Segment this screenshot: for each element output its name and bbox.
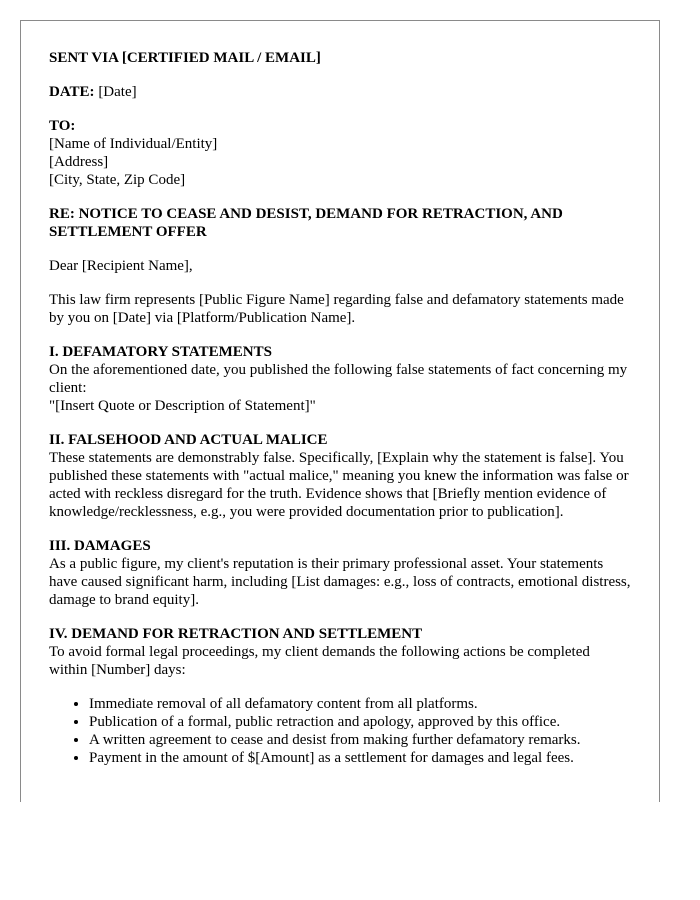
section-damages — [49, 537, 631, 609]
demands-list — [49, 695, 631, 767]
recipient-address: [Address] — [49, 154, 109, 170]
section-defamatory-statements — [49, 343, 631, 415]
section-body: As a public figure, my client's reputation is their primary professional asset. Your statements have caused significant harm, including [List damages: e.g., loss of contracts, emotional distress, damage to brand equity]. — [49, 556, 631, 608]
section-heading: IV. DEMAND FOR RETRACTION AND SETTLEMENT — [49, 626, 423, 642]
re-line: RE: NOTICE TO CEASE AND DESIST, DEMAND FOR RETRACTION, AND SETTLEMENT OFFER — [49, 206, 563, 240]
list-item: • Publication of a formal, public retraction and apology, approved by this office. — [89, 713, 631, 731]
letter-page — [20, 20, 660, 802]
date-value: [Date] — [98, 84, 137, 100]
recipient-city-state-zip: [City, State, Zip Code] — [49, 172, 186, 188]
section-heading: II. FALSEHOOD AND ACTUAL MALICE — [49, 432, 328, 448]
list-item: • Immediate removal of all defamatory content from all platforms. — [89, 695, 631, 713]
to-label: TO: — [49, 118, 76, 134]
salutation: Dear [Recipient Name], — [49, 258, 193, 274]
section-heading: I. DEFAMATORY STATEMENTS — [49, 344, 272, 360]
section-demand — [49, 625, 631, 679]
sent-via-line: SENT VIA [CERTIFIED MAIL / EMAIL] — [49, 50, 321, 66]
list-item: • A written agreement to cease and desist from making further defamatory remarks. — [89, 731, 631, 749]
statement-quote: "[Insert Quote or Description of Statement]" — [49, 398, 316, 414]
date-label: DATE: — [49, 84, 95, 100]
section-body: On the aforementioned date, you published the following false statements of fact concerning my client: — [49, 362, 628, 396]
recipient-name: [Name of Individual/Entity] — [49, 136, 218, 152]
date-line — [49, 83, 631, 101]
section-body: To avoid formal legal proceedings, my client demands the following actions be completed within [Number] days: — [49, 644, 590, 678]
intro-paragraph: This law firm represents [Public Figure Name] regarding false and defamatory statements made by you on [Date] via [Platform/Publication Name]. — [49, 292, 624, 326]
section-heading: III. DAMAGES — [49, 538, 151, 554]
list-item: • Payment in the amount of $[Amount] as a settlement for damages and legal fees. — [89, 749, 631, 767]
section-falsehood-malice — [49, 431, 631, 521]
section-body: These statements are demonstrably false. Specifically, [Explain why the statement is false]. You published these statements with "actual malice," meaning you knew the information was false or acted with reckless disregard for the truth. Evidence shows that [Briefly mention evidence of knowledge/recklessness, e.g., you were provided documentation prior to publication]. — [49, 450, 629, 520]
recipient-block — [49, 117, 631, 189]
